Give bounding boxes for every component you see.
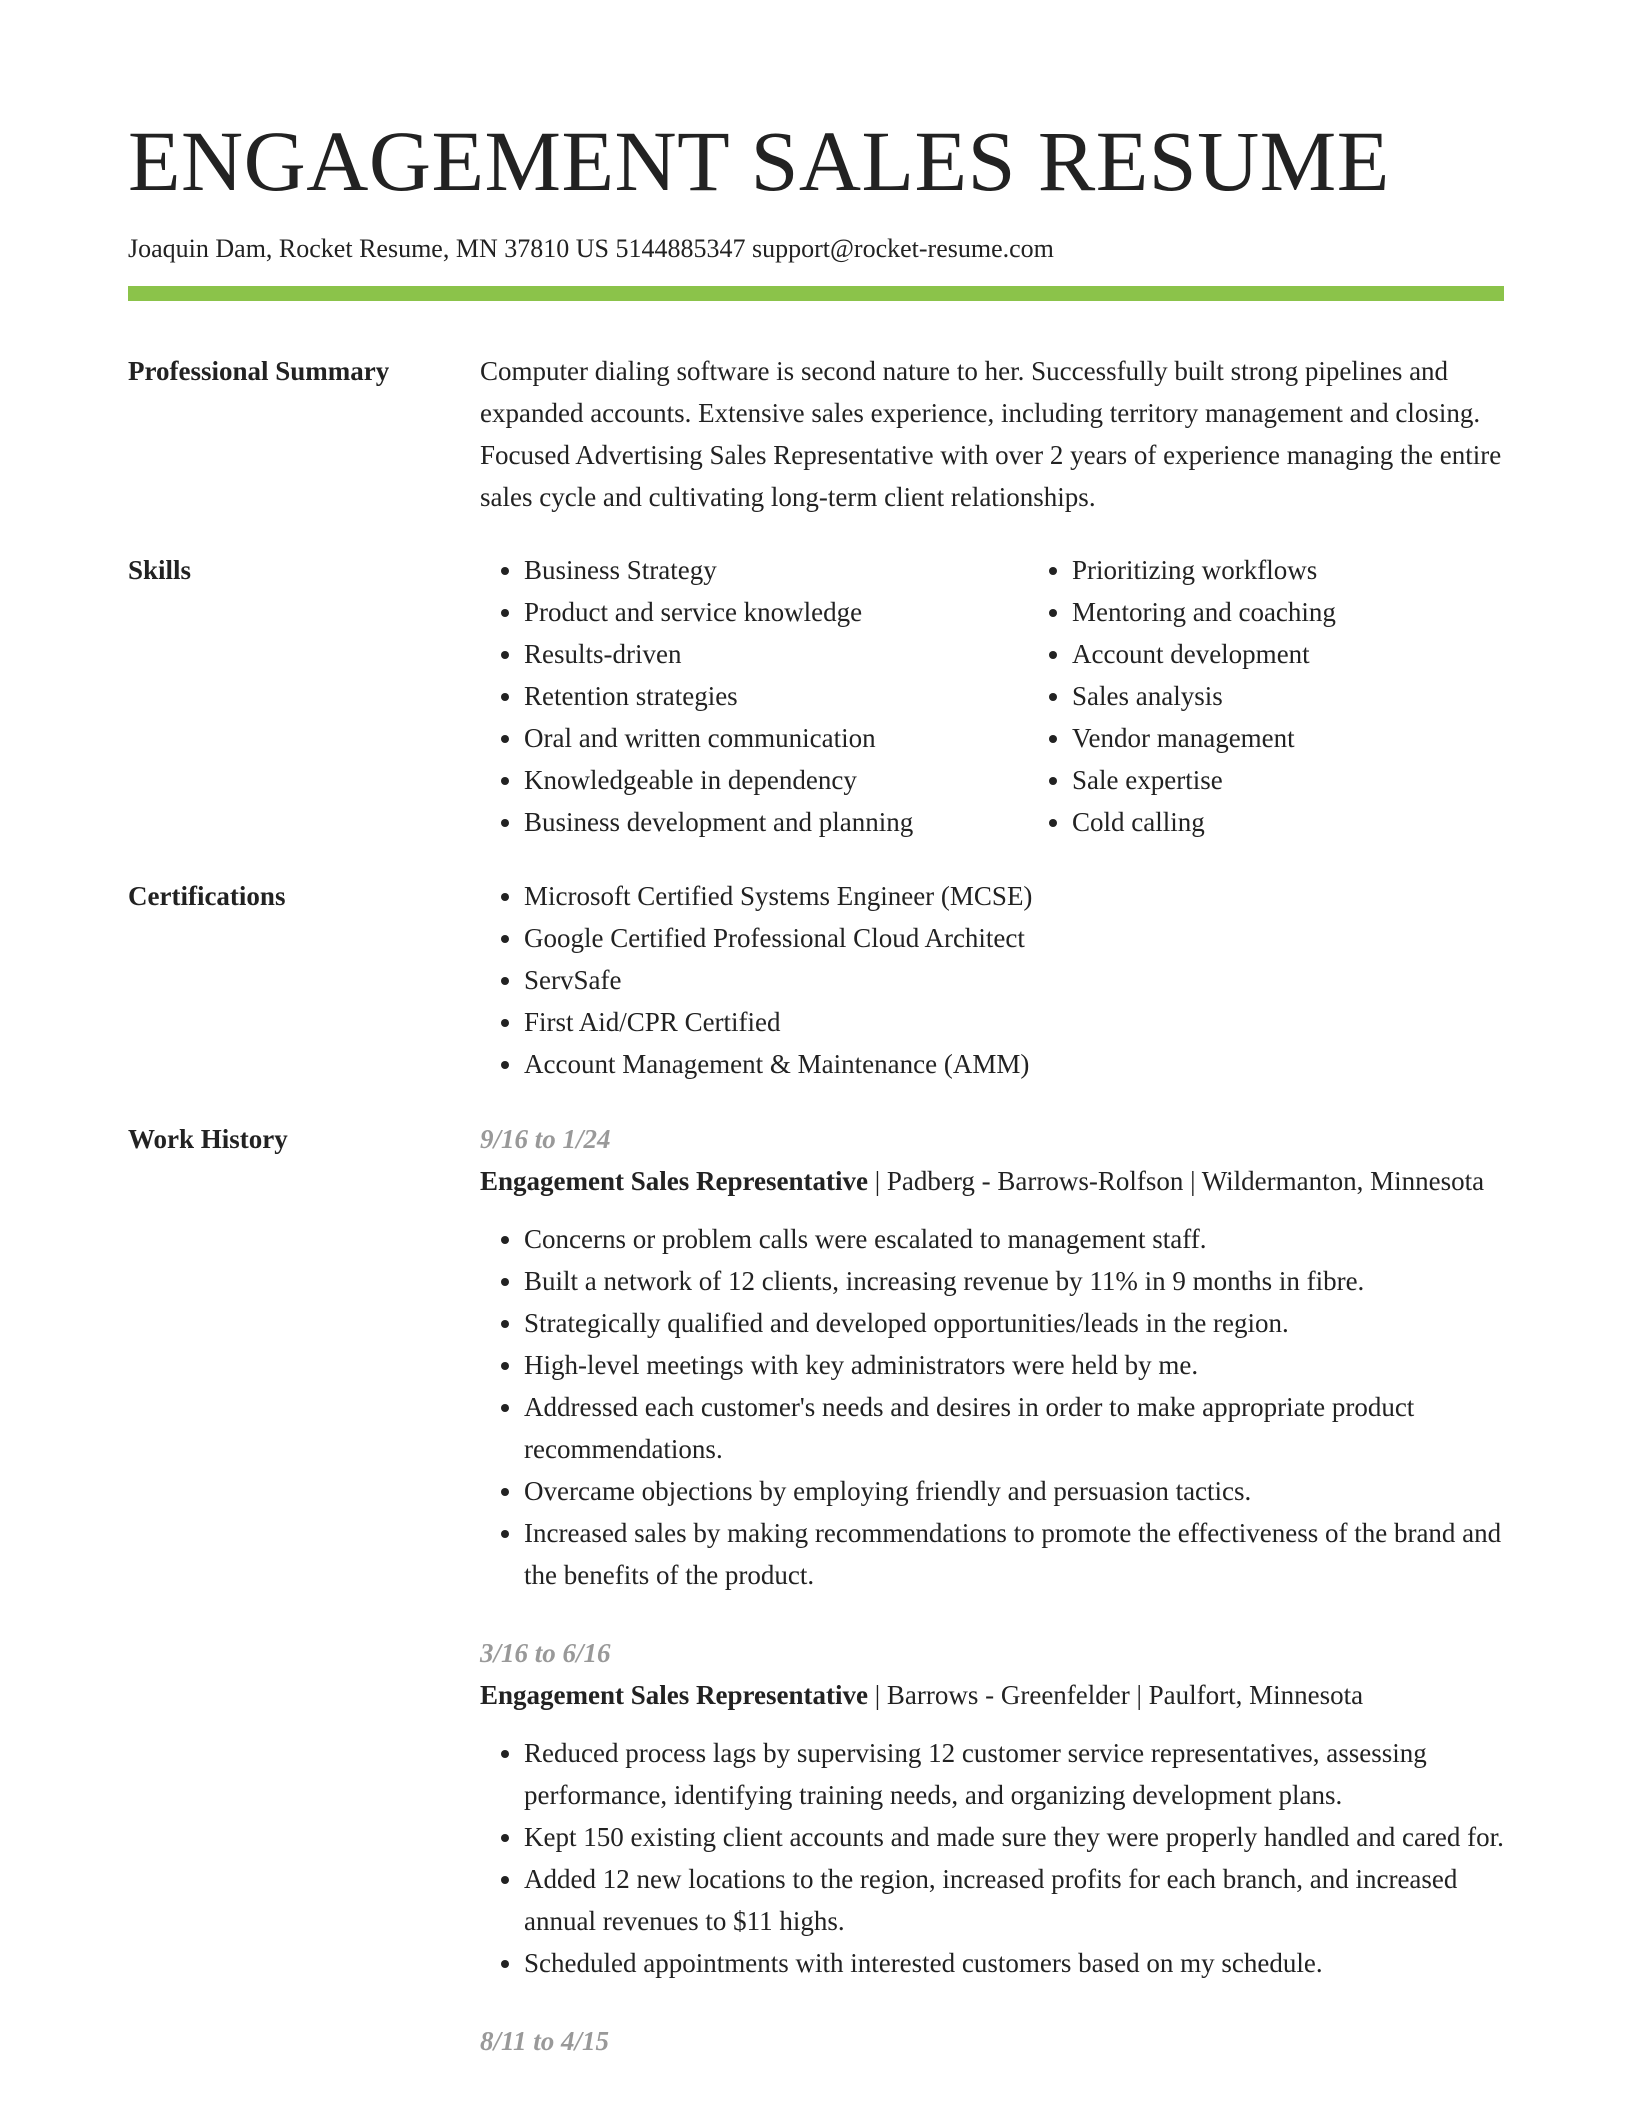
skill-item: • Vendor management [1072,717,1532,759]
skill-item: • Business Strategy [524,549,984,591]
contact-name: Joaquin Dam, [128,234,273,263]
job-bullet: • Kept 150 existing client accounts and made sure they were properly handled and cared for. [524,1816,1504,1858]
contact-phone: 5144885347 [615,234,746,263]
skill-item: • Cold calling [1072,801,1532,843]
job-bullet: • Strategically qualified and developed opportunities/leads in the region. [524,1302,1504,1344]
skill-item: • Prioritizing workflows [1072,549,1532,591]
certifications-heading: Certifications [128,881,286,911]
job-bullets [480,1218,1504,1596]
job-dates: 8/11 to 4/15 [480,2026,610,2056]
job-bullet: • Scheduled appointments with interested customers based on my schedule. [524,1942,1504,1984]
skill-item: • Retention strategies [524,675,984,717]
certification-item: • ServSafe [524,959,1504,1001]
job-bullet: • Concerns or problem calls were escalated to management staff. [524,1218,1504,1260]
skills-body [480,549,1504,843]
resume-title: ENGAGEMENT SALES RESUME [128,113,1390,209]
summary-body [480,350,1504,518]
skills-list-right [1028,549,1532,843]
job-title: Engagement Sales Representative [480,1680,868,1710]
certification-item: • Google Certified Professional Cloud Architect [524,917,1504,959]
job-bullet: • Built a network of 12 clients, increasing revenue by 11% in 9 months in fibre. [524,1260,1504,1302]
job-entry [480,2020,1504,2062]
job-entry [480,1118,1504,1596]
skill-item: • Oral and written communication [524,717,984,759]
skill-item: • Mentoring and coaching [1072,591,1532,633]
job-dates: 9/16 to 1/24 [480,1124,611,1154]
skill-item: • Sales analysis [1072,675,1532,717]
contact-email: support@rocket-resume.com [751,234,1054,263]
contact-line [128,232,1054,266]
job-heading [480,1674,1504,1716]
work-history-body [480,1118,1504,2098]
certifications-body [480,875,1504,1085]
skill-item: • Knowledgeable in dependency [524,759,984,801]
skill-item: • Sale expertise [1072,759,1532,801]
job-title: Engagement Sales Representative [480,1166,868,1196]
job-bullet: • Increased sales by making recommendations to promote the effectiveness of the brand and the benefits of the product. [524,1512,1504,1596]
certifications-list [480,875,1504,1085]
skill-item: • Account development [1072,633,1532,675]
job-bullet: • Reduced process lags by supervising 12 customer service representatives, assessing performance, identifying training needs, and organizing development plans. [524,1732,1504,1816]
certification-item: • First Aid/CPR Certified [524,1001,1504,1043]
summary-heading: Professional Summary [128,356,390,386]
skill-item: • Results-driven [524,633,984,675]
accent-divider [128,286,1504,301]
summary-text: Computer dialing software is second nature to her. Successfully built strong pipelines and expanded accounts. Extensive sales experience, including territory management and closing. Focused Advertising Sales Representative with over 2 years of experience managing the entire sales cycle and cultivating long-term client relationships. [480,356,1502,512]
job-bullet: • Overcame objections by employing friendly and persuasion tactics. [524,1470,1504,1512]
skills-list-left [480,549,984,843]
job-details: | Padberg - Barrows-Rolfson | Wildermanton, Minnesota [867,1166,1485,1196]
certification-item: • Account Management & Maintenance (AMM) [524,1043,1504,1085]
job-details: | Barrows - Greenfelder | Paulfort, Minnesota [867,1680,1364,1710]
job-dates: 3/16 to 6/16 [480,1638,611,1668]
skill-item: • Business development and planning [524,801,984,843]
job-bullet: • Addressed each customer's needs and desires in order to make appropriate product recommendations. [524,1386,1504,1470]
certification-item: • Microsoft Certified Systems Engineer (MCSE) [524,875,1504,917]
job-bullets [480,1732,1504,1984]
skill-item: • Product and service knowledge [524,591,984,633]
skills-heading: Skills [128,555,192,585]
job-entry [480,1632,1504,1984]
job-bullet: • High-level meetings with key administrators were held by me. [524,1344,1504,1386]
work-history-heading: Work History [128,1124,288,1154]
job-bullet: • Added 12 new locations to the region, increased profits for each branch, and increased annual revenues to $11 highs. [524,1858,1504,1942]
job-heading [480,1160,1504,1202]
contact-address: Rocket Resume, MN 37810 US [278,234,609,263]
